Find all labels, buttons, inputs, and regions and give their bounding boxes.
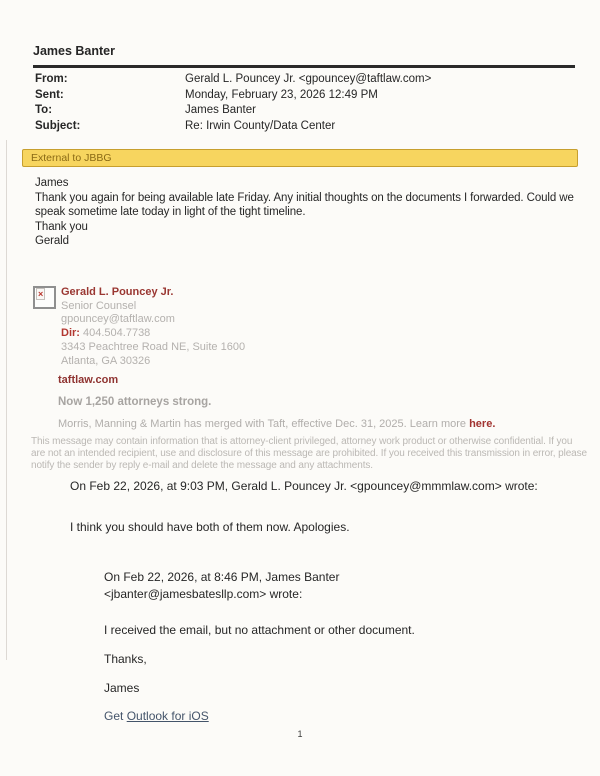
meta-value-subject: Re: Irwin County/Data Center — [185, 119, 336, 132]
meta-label-sent: Sent: — [35, 88, 64, 101]
email-meta-block — [35, 72, 575, 134]
meta-value-to: James Banter — [185, 104, 256, 116]
broken-image-x-icon: × — [38, 289, 44, 299]
body-closing: Thank you — [35, 220, 88, 233]
merger-notice-text: Morris, Manning & Martin has merged with Taft, effective Dec. 31, 2025. Learn more — [58, 418, 470, 430]
recipient-name-heading: James Banter — [33, 44, 575, 68]
quote1-message: I think you should have both of them now. Apologies. — [70, 520, 350, 534]
outlook-prefix: Get — [104, 709, 127, 723]
meta-label-subject: Subject: — [35, 119, 81, 132]
body-signoff: Gerald — [35, 235, 69, 248]
body-paragraph: Thank you again for being available late Friday. Any initial thoughts on the documents I forwarded. Could we speak sometime late today in light of the tight timeline. — [35, 191, 574, 219]
signature-address-line2: Atlanta, GA 30326 — [61, 354, 151, 367]
signature-name: Gerald L. Pouncey Jr. — [61, 286, 174, 298]
external-warning-banner — [22, 149, 578, 167]
meta-value-from: Gerald L. Pouncey Jr. <gpouncey@taftlaw.com> — [185, 73, 432, 85]
signature-phone: 404.504.7738 — [83, 327, 151, 340]
quote2-attribution: On Feb 22, 2026, at 8:46 PM, James Banter <jbanter@jamesbatesllp.com> wrote: — [104, 570, 340, 601]
meta-value-sent: Monday, February 23, 2026 12:49 PM — [185, 88, 378, 101]
taftlaw-website-link[interactable]: taftlaw.com — [58, 374, 119, 386]
signature-tagline: Now 1,250 attorneys strong. — [58, 396, 212, 408]
meta-label-from: From: — [35, 73, 68, 85]
outlook-footer-line — [104, 709, 209, 723]
page-number: 1 — [297, 729, 303, 739]
meta-row-sent — [35, 88, 575, 104]
email-body — [35, 176, 591, 249]
body-greeting: James — [35, 177, 69, 189]
signature-block — [33, 286, 245, 368]
meta-row-subject — [35, 119, 575, 135]
quote2-closing: Thanks, — [104, 652, 147, 666]
quote1-attribution: On Feb 22, 2026, at 9:03 PM, Gerald L. Pouncey Jr. <gpouncey@mmmlaw.com> wrote: — [70, 479, 538, 493]
signature-email: gpouncey@taftlaw.com — [61, 313, 175, 326]
external-warning-text: External to JBBG — [31, 152, 112, 164]
merger-here-link[interactable]: here. — [469, 418, 496, 430]
signature-title: Senior Counsel — [61, 299, 137, 312]
quote2-signoff: James — [104, 681, 140, 695]
signature-text — [61, 286, 245, 368]
confidentiality-disclaimer: This message may contain information that is attorney-client privileged, attorney work product or otherwise confidential. If you are not an intended recipient, use and disclosure of this message are prohibited. If you received this transmission in error, please notify the sender by reply e-mail and delete the message and any attachments. — [31, 436, 588, 471]
quote2-message: I received the email, but no attachment or other document. — [104, 623, 415, 637]
scan-artifact-line — [6, 140, 7, 660]
signature-address-line1: 3343 Peachtree Road NE, Suite 1600 — [61, 340, 246, 353]
signature-dir-label: Dir: — [61, 327, 80, 340]
broken-image-icon — [33, 286, 56, 309]
outlook-for-ios-link[interactable]: Outlook for iOS — [126, 709, 209, 723]
merger-notice — [58, 418, 495, 430]
meta-row-from — [35, 72, 575, 88]
meta-label-to: To: — [35, 104, 53, 116]
signature-phone-line — [61, 327, 245, 341]
meta-row-to — [35, 103, 575, 119]
